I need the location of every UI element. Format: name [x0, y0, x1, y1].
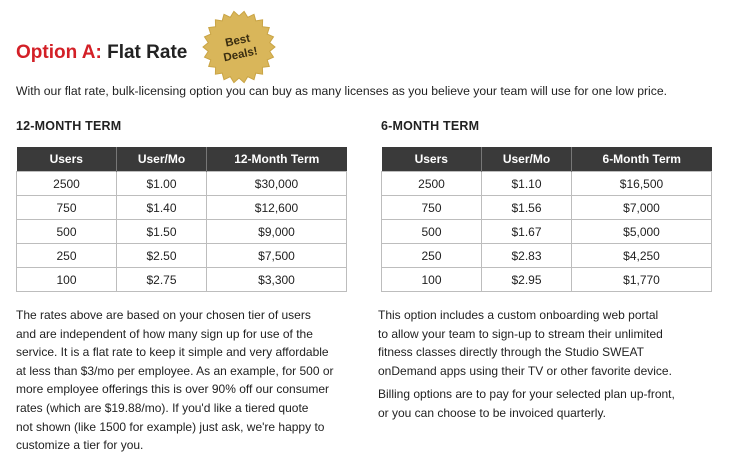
text-line: rates (which are $19.88/mo). If you'd like a tiered quote	[16, 400, 309, 415]
cell-term: $16,500	[572, 172, 712, 196]
cell-user-mo: $2.75	[117, 268, 207, 292]
term12-table	[16, 147, 347, 292]
best-deals-badge	[202, 10, 276, 84]
cell-user-mo: $2.83	[482, 244, 572, 268]
table-row	[17, 196, 347, 220]
text-line: service. It is a flat rate to keep it simple and very affordable	[16, 345, 329, 360]
text-line: more employee offerings this is over 90% off our consumer	[16, 382, 330, 397]
text-line: not shown (like 1500 for example) just ask, we're happy to	[16, 419, 325, 434]
term12-title: 12-MONTH TERM	[16, 119, 122, 133]
badge-line1: Best	[224, 32, 252, 50]
cell-users: 750	[382, 196, 482, 220]
heading-title: Flat Rate	[107, 42, 188, 63]
cell-users: 500	[382, 220, 482, 244]
text-line: customize a tier for you.	[16, 438, 144, 453]
page-heading	[16, 42, 187, 64]
cell-users: 2500	[382, 172, 482, 196]
option-label: Option A:	[16, 42, 102, 63]
cell-user-mo: $2.50	[117, 244, 207, 268]
text-line: Billing options are to pay for your selected plan up-front,	[378, 387, 675, 401]
cell-term: $9,000	[207, 220, 347, 244]
cell-users: 100	[17, 268, 117, 292]
table-header-row	[382, 147, 712, 172]
text-line: onDemand apps using their TV or other favorite device.	[378, 363, 672, 378]
term6-title: 6-MONTH TERM	[381, 119, 480, 133]
text-line: and are independent of how many sign up for use of the	[16, 326, 313, 341]
cell-term: $7,000	[572, 196, 712, 220]
text-line: The rates above are based on your chosen tier of users	[16, 308, 311, 322]
cell-users: 250	[382, 244, 482, 268]
rates-explanation	[16, 306, 334, 455]
billing-options	[378, 385, 675, 422]
cell-users: 250	[17, 244, 117, 268]
cell-user-mo: $2.95	[482, 268, 572, 292]
cell-users: 750	[17, 196, 117, 220]
term6-table	[381, 147, 712, 292]
header-term: 12-Month Term	[207, 147, 347, 172]
cell-term: $30,000	[207, 172, 347, 196]
header-users: Users	[382, 147, 482, 172]
intro-text: With our flat rate, bulk-licensing option you can buy as many licenses as you believe your team will use for one low price.	[16, 84, 667, 98]
text-line: fitness classes directly through the Studio SWEAT	[378, 345, 644, 360]
table-row	[17, 268, 347, 292]
cell-term: $5,000	[572, 220, 712, 244]
cell-term: $12,600	[207, 196, 347, 220]
cell-user-mo: $1.67	[482, 220, 572, 244]
cell-user-mo: $1.50	[117, 220, 207, 244]
header-term: 6-Month Term	[572, 147, 712, 172]
header-user-mo: User/Mo	[482, 147, 572, 172]
table-row	[382, 244, 712, 268]
cell-term: $1,770	[572, 268, 712, 292]
text-line: to allow your team to sign-up to stream their unlimited	[378, 326, 663, 341]
table-row	[17, 220, 347, 244]
cell-users: 500	[17, 220, 117, 244]
cell-term: $4,250	[572, 244, 712, 268]
cell-user-mo: $1.00	[117, 172, 207, 196]
cell-term: $7,500	[207, 244, 347, 268]
text-line: or you can choose to be invoiced quarterly.	[378, 405, 606, 420]
table-row	[382, 220, 712, 244]
table-row	[17, 172, 347, 196]
header-user-mo: User/Mo	[117, 147, 207, 172]
text-line: at less than $3/mo per employee. As an example, for 500 or	[16, 363, 334, 378]
badge-line2: Deals!	[222, 45, 259, 65]
onboarding-description	[378, 306, 672, 380]
table-row	[382, 268, 712, 292]
table-header-row	[17, 147, 347, 172]
cell-users: 2500	[17, 172, 117, 196]
text-line: This option includes a custom onboarding web portal	[378, 308, 659, 322]
cell-user-mo: $1.56	[482, 196, 572, 220]
cell-term: $3,300	[207, 268, 347, 292]
cell-user-mo: $1.40	[117, 196, 207, 220]
cell-user-mo: $1.10	[482, 172, 572, 196]
table-row	[17, 244, 347, 268]
table-row	[382, 172, 712, 196]
header-users: Users	[17, 147, 117, 172]
cell-users: 100	[382, 268, 482, 292]
table-row	[382, 196, 712, 220]
